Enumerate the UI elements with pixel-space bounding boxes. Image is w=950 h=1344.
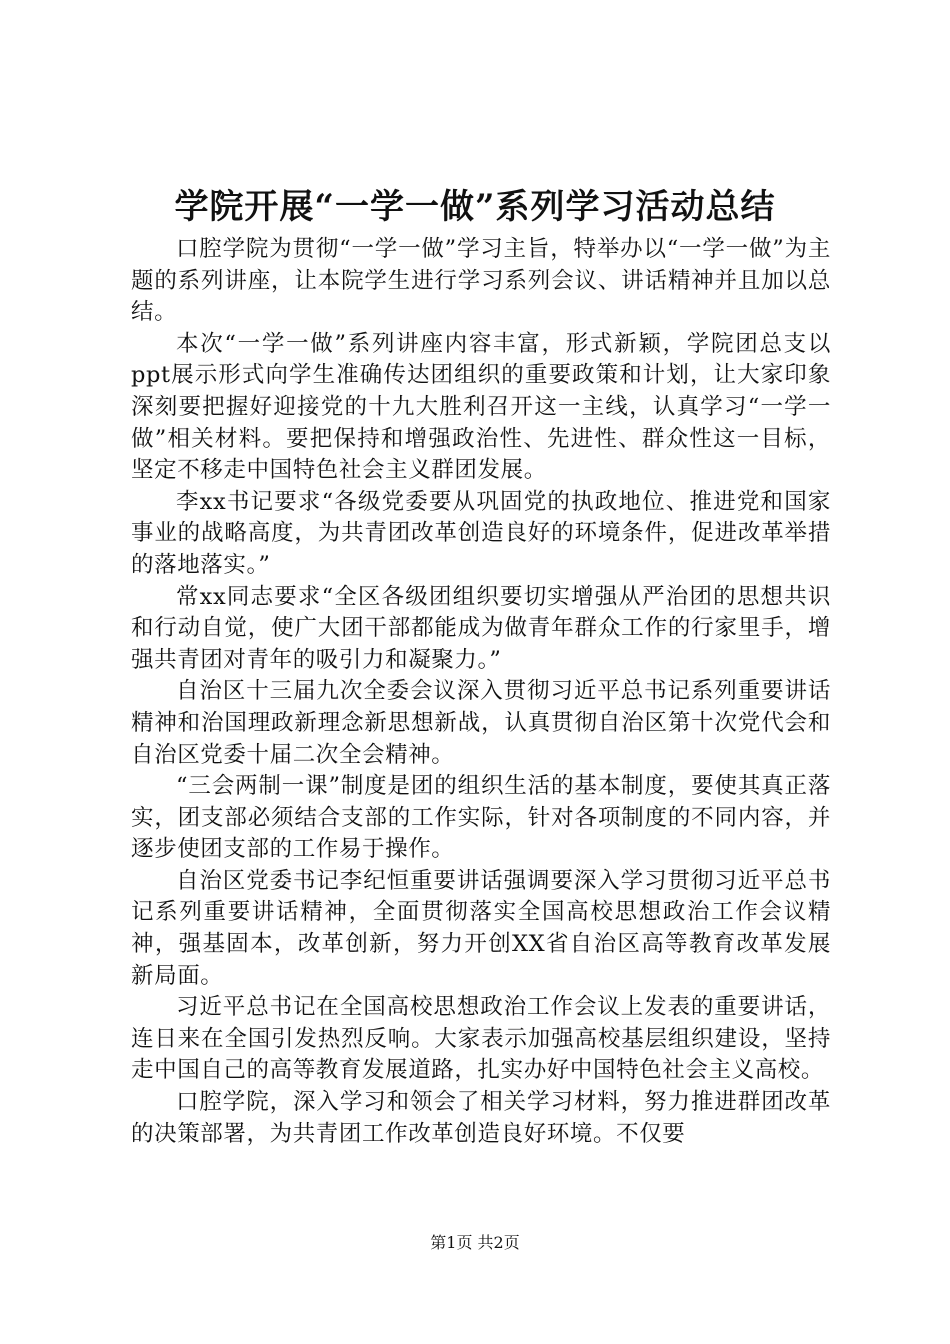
paragraph-6: “三会两制一课”制度是团的组织生活的基本制度，要使其真正落实，团支部必须结合支部的工作实际，针对各项制度的不同内容，并逐步使团支部的工作易于操作。 [131,773,831,863]
paragraph-8: 习近平总书记在全国高校思想政治工作会议上发表的重要讲话，连日来在全国引发热烈反响。大家表示加强高校基层组织建设，坚持走中国自己的高等教育发展道路，扎实办好中国特色社会主义高校。 [131,994,831,1084]
paragraph-7: 自治区党委书记李纪恒重要讲话强调要深入学习贯彻习近平总书记系列重要讲话精神，全面贯彻落实全国高校思想政治工作会议精神，强基固本，改革创新，努力开创XX省自治区高等教育改革发展新局面。 [131,867,831,989]
page-number-footer: 第1页 共2页 [430,1233,520,1252]
paragraph-1: 口腔学院为贯彻“一学一做”学习主旨，特举办以“一学一做”为主题的系列讲座，让本院学生进行学习系列会议、讲话精神并且加以总结。 [131,236,831,326]
document-body [131,234,831,1150]
paragraph-4: 常xx同志要求“全区各级团组织要切实增强从严治团的思想共识和行动自觉，使广大团干部都能成为做青年群众工作的行家里手，增强共青团对青年的吸引力和凝聚力。” [131,583,831,673]
paragraph-2: 本次“一学一做”系列讲座内容丰富，形式新颖，学院团总支以ppt展示形式向学生准确传达团组织的重要政策和计划，让大家印象深刻要把握好迎接党的十九大胜利召开这一主线，认真学习“一学一做”相关材料。要把保持和增强政治性、先进性、群众性这一目标，坚定不移走中国特色社会主义群团发展。 [131,330,831,484]
paragraph-5: 自治区十三届九次全委会议深入贯彻习近平总书记系列重要讲话精神和治国理政新理念新思想新战，认真贯彻自治区第十次党代会和自治区党委十届二次全会精神。 [131,678,831,768]
document-title: 学院开展“一学一做”系列学习活动总结 [174,187,776,227]
paragraph-9: 口腔学院，深入学习和领会了相关学习材料，努力推进群团改革的决策部署，为共青团工作改革创造良好环境。不仅要 [131,1089,831,1147]
paragraph-3: 李xx书记要求“各级党委要从巩固党的执政地位、推进党和国家事业的战略高度，为共青团改革创造良好的环境条件，促进改革举措的落地落实。” [131,488,831,578]
